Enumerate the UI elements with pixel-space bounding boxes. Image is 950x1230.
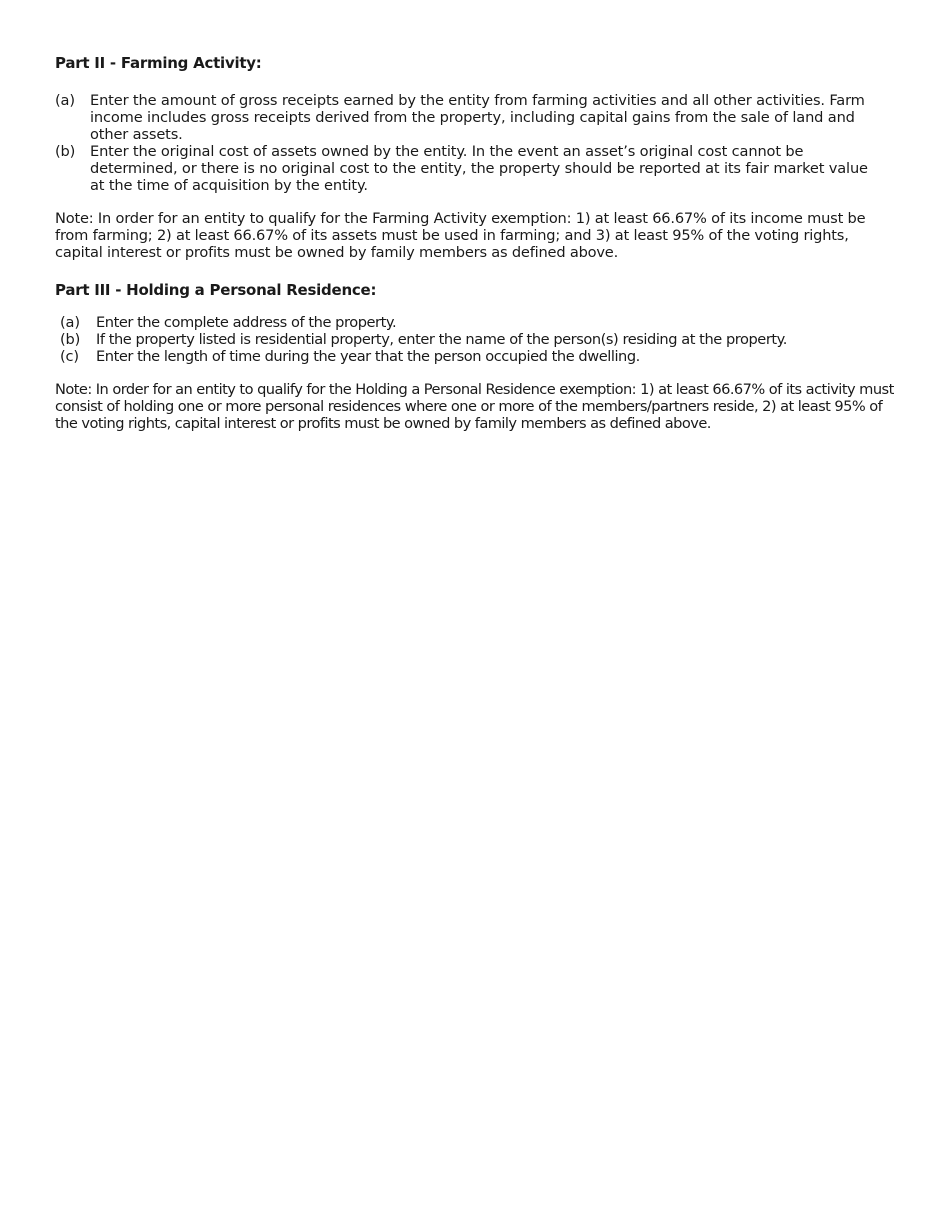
item-text: Enter the complete address of the property.	[96, 314, 397, 331]
item-marker: (a)	[55, 92, 75, 109]
item-text: Enter the length of time during the year that the person occupied the dwelling.	[96, 348, 640, 365]
part2-heading: Part II - Farming Activity:	[55, 54, 262, 72]
part3-heading: Part III - Holding a Personal Residence:	[55, 281, 377, 299]
part2-item-a	[55, 92, 881, 143]
part2-note: Note: In order for an entity to qualify for the Farming Activity exemption: 1) at least 66.67% of its income must be from farming; 2) at least 66.67% of its assets must be used in farming; and 3) at least 95% of the voting rights, capital interest or profits must be owned by family members as defined above.	[55, 210, 866, 261]
part3-item-b	[55, 331, 915, 348]
item-text: If the property listed is residential property, enter the name of the person(s) residing at the property.	[96, 331, 787, 348]
item-marker: (a)	[60, 314, 80, 331]
item-text: Enter the original cost of assets owned by the entity. In the event an asset’s original cost cannot be determined, or there is no original cost to the entity, the property should be reported at its fair market value at the time of acquisition by the entity.	[90, 143, 868, 194]
part2-item-b	[55, 143, 881, 194]
item-text: Enter the amount of gross receipts earned by the entity from farming activities and all other activities. Farm income includes gross receipts derived from the property, including capital gains from the sale of land and other assets.	[90, 92, 865, 143]
item-marker: (b)	[60, 331, 81, 348]
part3-item-c	[55, 348, 915, 365]
part3-item-a	[55, 314, 915, 331]
part3-note: Note: In order for an entity to qualify for the Holding a Personal Residence exemption: 1) at least 66.67% of its activity must consist of holding one or more personal residences where one or more of the members/partners reside, 2) at least 95% of the voting rights, capital interest or profits must be owned by family members as defined above.	[55, 381, 894, 432]
item-marker: (c)	[60, 348, 79, 365]
item-marker: (b)	[55, 143, 76, 160]
